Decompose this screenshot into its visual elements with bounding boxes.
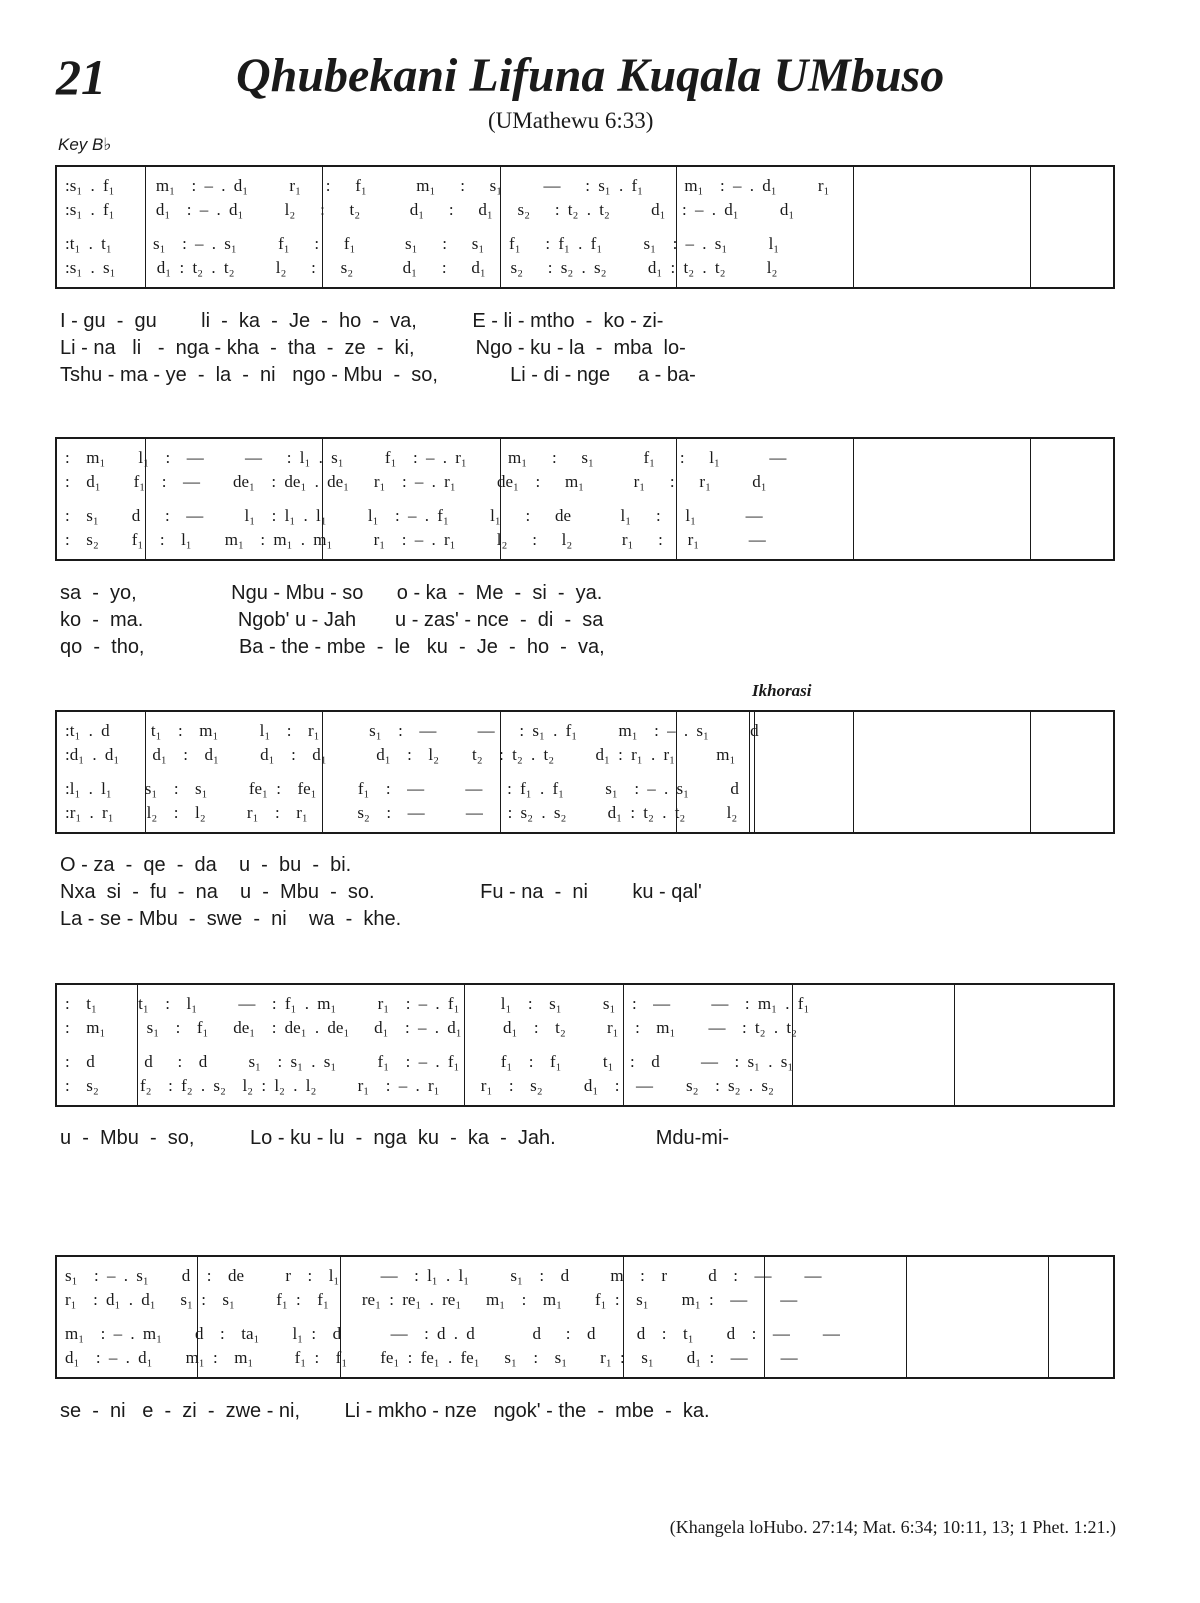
scripture-reference: (UMathewu 6:33) <box>488 108 654 133</box>
bass-row: :s₁ . s₁ d₁ : t₂ . t₂ l₂ : s₂ d₁ : d₁ s₂ : s₂ . s₂ d₁ : t₂ . t₂ l₂ <box>65 258 778 277</box>
music-system <box>55 1255 1115 1379</box>
lyric-line: I - gu - gu li - ka - Je - ho - va, E - li - mtho - ko - zi- <box>60 310 664 332</box>
alto-row: : d₁ f₁ : — de₁ : de₁ . de₁ r₁ : – . r₁ de₁ : m₁ r₁ : r₁ d₁ <box>65 472 767 491</box>
lyric-line: O - za - qe - da u - bu - bi. <box>60 854 352 876</box>
alto-row: : m₁ s₁ : f₁ de₁ : de₁ . de₁ d₁ : – . d₁ d₁ : t₂ r₁ : m₁ — : t₂ . t₂ <box>65 1018 797 1037</box>
bass-row: :r₁ . r₁ l₂ : l₂ r₁ : r₁ s₂ : — — : s₂ . s₂ d₁ : t₂ . t₂ l₂ <box>65 803 738 822</box>
soprano-row: : t₁ t₁ : l₁ — : f₁ . m₁ r₁ : – . f₁ l₁ : s₁ s₁ : — — : m₁ . f₁ <box>65 994 810 1013</box>
alto-row: r₁ : d₁ . d₁ s₁ : s₁ f₁ : f₁ re₁ : re₁ . re₁ m₁ : m₁ f₁ : s₁ m₁ : — — <box>65 1290 798 1309</box>
key-signature: Key B♭ <box>58 135 112 154</box>
music-system <box>55 710 1115 834</box>
soprano-row: : m₁ l₁ : — — : l₁ . s₁ f₁ : – . r₁ m₁ : s₁ f₁ : l₁ — <box>65 448 787 467</box>
lyric-line: sa - yo, Ngu - Mbu - so o - ka - Me - si - ya. <box>60 582 603 604</box>
cross-references: (Khangela loHubo. 27:14; Mat. 6:34; 10:11, 13; 1 Phet. 1:21.) <box>669 1517 1116 1537</box>
lyric-line: La - se - Mbu - swe - ni wa - khe. <box>60 908 402 930</box>
lyric-line: Nxa si - fu - na u - Mbu - so. Fu - na - ni ku - qal' <box>60 881 702 903</box>
lyric-line: Li - na li - nga - kha - tha - ze - ki, Ngo - ku - la - mba lo- <box>60 337 686 359</box>
tenor-row: : d d : d s₁ : s₁ . s₁ f₁ : – . f₁ f₁ : f₁ t₁ : d — : s₁ . s₁ <box>65 1052 794 1071</box>
lyric-line: qo - tho, Ba - the - mbe - le ku - Je - ho - va, <box>60 636 605 658</box>
soprano-row: :s₁ . f₁ m₁ : – . d₁ r₁ : f₁ m₁ : s₁ — : s₁ . f₁ m₁ : – . d₁ r₁ <box>65 176 830 195</box>
lyric-line: ko - ma. Ngob' u - Jah u - zas' - nce - di - sa <box>60 609 604 631</box>
chorus-label: Ikhorasi <box>752 681 812 700</box>
alto-row: :d₁ . d₁ d₁ : d₁ d₁ : d₁ d₁ : l₂ t₂ : t₂ . t₂ d₁ : r₁ . r₁ m₁ <box>65 745 736 764</box>
lyric-line: u - Mbu - so, Lo - ku - lu - nga ku - ka - Jah. Mdu-mi- <box>60 1127 730 1149</box>
tenor-row: :l₁ . l₁ s₁ : s₁ fe₁ : fe₁ f₁ : — — : f₁ . f₁ s₁ : – . s₁ d <box>65 779 739 798</box>
lyric-line: Tshu - ma - ye - la - ni ngo - Mbu - so, Li - di - nge a - ba- <box>60 364 696 386</box>
tenor-row: :t₁ . t₁ s₁ : – . s₁ f₁ : f₁ s₁ : s₁ f₁ : f₁ . f₁ s₁ : – . s₁ l₁ <box>65 234 780 253</box>
hymn-number: 21 <box>56 49 106 105</box>
music-system <box>55 165 1115 289</box>
lyric-line: se - ni e - zi - zwe - ni, Li - mkho - nze ngok' - the - mbe - ka. <box>60 1400 710 1422</box>
soprano-row: s₁ : – . s₁ d : de r : l₁ — : l₁ . l₁ s₁ : d m : r d : — — <box>65 1266 822 1285</box>
hymn-title: Qhubekani Lifuna Kuqala UMbuso <box>236 49 945 102</box>
tenor-row: m₁ : – . m₁ d : ta₁ l₁ : d — : d . d d : d d : t₁ d : — — <box>65 1324 840 1343</box>
bass-row: d₁ : – . d₁ m₁ : m₁ f₁ : f₁ fe₁ : fe₁ . fe₁ s₁ : s₁ r₁ : s₁ d₁ : — — <box>65 1348 798 1367</box>
music-system <box>55 437 1115 561</box>
soprano-row: :t₁ . d t₁ : m₁ l₁ : r₁ s₁ : — — : s₁ . f₁ m₁ : – . s₁ d <box>65 721 759 740</box>
alto-row: :s₁ . f₁ d₁ : – . d₁ l₂ : t₂ d₁ : d₁ s₂ : t₂ . t₂ d₁ : – . d₁ d₁ <box>65 200 795 219</box>
bass-row: : s₂ f₁ : l₁ m₁ : m₁ . m₁ r₁ : – . r₁ l₂ : l₂ r₁ : r₁ — <box>65 530 766 549</box>
music-system <box>55 983 1115 1107</box>
tenor-row: : s₁ d : — l₁ : l₁ . l₁ l₁ : – . f₁ l₁ : de l₁ : l₁ — <box>65 506 763 525</box>
bass-row: : s₂ f₂ : f₂ . s₂ l₂ : l₂ . l₂ r₁ : – . r₁ r₁ : s₂ d₁ : — s₂ : s₂ . s₂ <box>65 1076 774 1095</box>
